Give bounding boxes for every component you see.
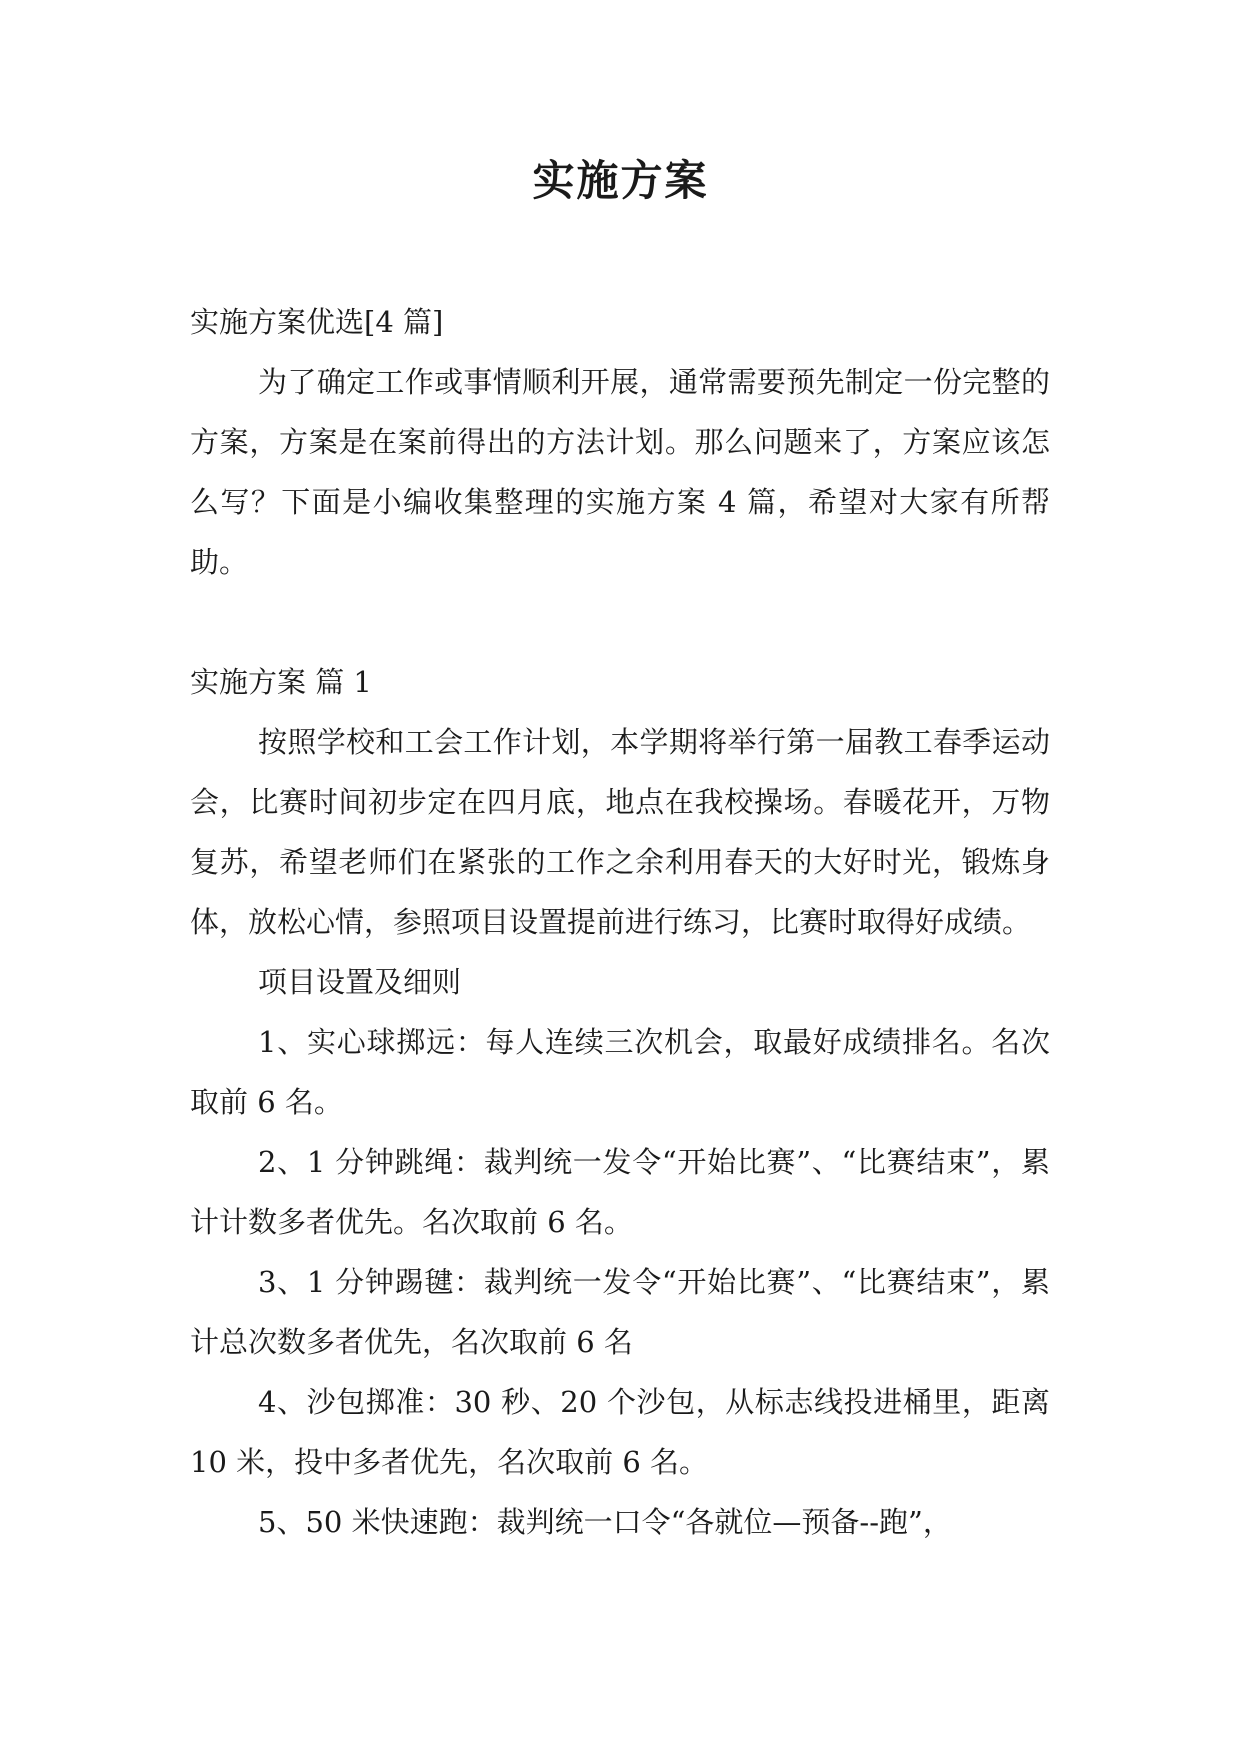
spacer [190, 592, 1050, 652]
list-item: 5、50 米快速跑：裁判统一口令“各就位—预备--跑”， [258, 1505, 952, 1539]
items-heading: 项目设置及细则 [258, 965, 462, 999]
list-item: 4、沙包掷准：30 秒、20 个沙包，从标志线投进桶里，距离 10 米，投中多者优先，名次取前 6 名。 [190, 1385, 1050, 1479]
page-title: 实施方案 [532, 156, 709, 205]
section-paragraph: 按照学校和工会工作计划，本学期将举行第一届教工春季运动会，比赛时间初步定在四月底，地点在我校操场。春暖花开，万物复苏，希望老师们在紧张的工作之余利用春天的大好时光，锻炼身体，放松心情，参照项目设置提前进行练习，比赛时取得好成绩。 [190, 725, 1050, 939]
list-item: 1、实心球掷远：每人连续三次机会，取最好成绩排名。名次取前 6 名。 [190, 1025, 1050, 1119]
document-subtitle: 实施方案优选[4 篇] [190, 305, 444, 339]
section-heading: 实施方案 篇 1 [190, 665, 372, 699]
document-body [190, 292, 1050, 1552]
list-item: 3、1 分钟踢毽：裁判统一发令“开始比赛”、“比赛结束”，累计总次数多者优先，名次取前 6 名 [190, 1265, 1050, 1359]
intro-paragraph: 为了确定工作或事情顺利开展，通常需要预先制定一份完整的方案，方案是在案前得出的方法计划。那么问题来了，方案应该怎么写？下面是小编收集整理的实施方案 4 篇，希望对大家有所帮助。 [190, 365, 1050, 579]
list-item: 2、1 分钟跳绳：裁判统一发令“开始比赛”、“比赛结束”，累计计数多者优先。名次取前 6 名。 [190, 1145, 1050, 1239]
